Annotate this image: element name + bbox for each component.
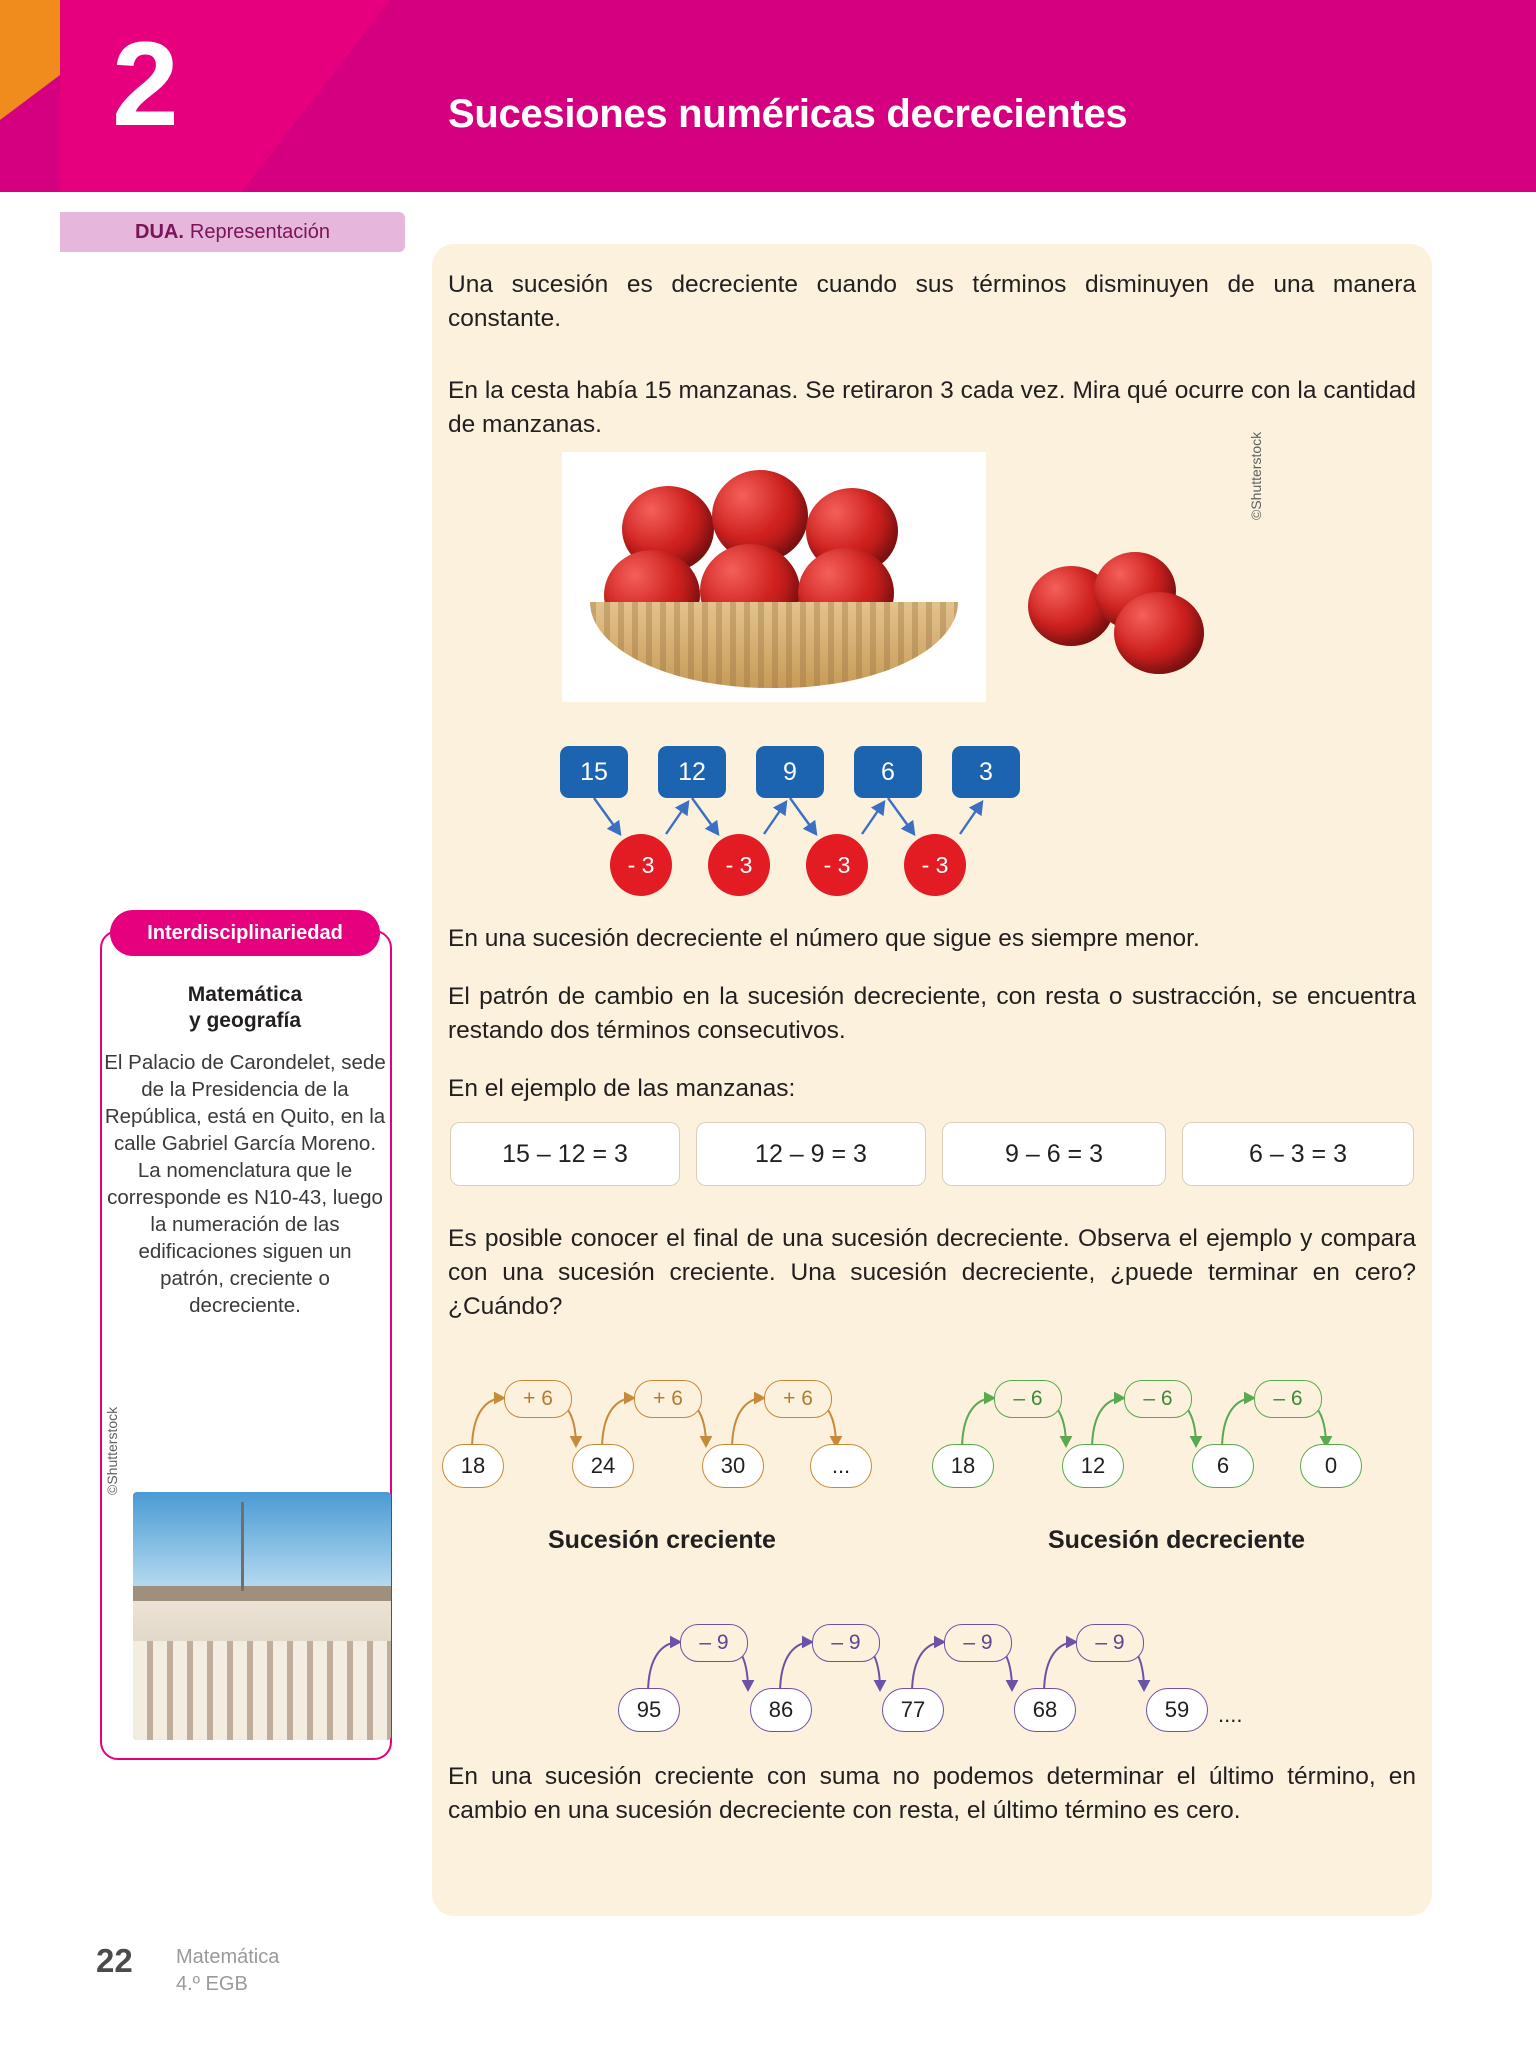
decreciente-operation: – 6 [1254,1380,1322,1418]
footer-subject-block [176,1944,279,1998]
decreciente-term: 18 [932,1444,994,1488]
serie-95-term: 86 [750,1688,812,1732]
serie-95-term: 95 [618,1688,680,1732]
sequence-operation: - 3 [806,834,868,896]
serie-95-operation: – 9 [1076,1624,1144,1662]
sequence-operation: - 3 [610,834,672,896]
decreciente-term: 12 [1062,1444,1124,1488]
basket-weave [590,602,958,688]
apple-basket-photo [562,452,986,702]
sequence-operation: - 3 [708,834,770,896]
note-paragraph-3: En el ejemplo de las manzanas: [448,1075,796,1102]
creciente-diagram [442,1358,902,1488]
apple [1114,592,1204,674]
dua-badge [60,212,405,252]
interdisciplinariedad-body: El Palacio de Carondelet, sede de la Presidencia de la República, está en Quito, en la calle Gabriel García Moreno. La nomenclatura que le corresponde es N10-43, luego la numeración de las edificaciones siguen un patrón, creciente o decreciente. [104,1050,386,1317]
equation-box: 15 – 12 = 3 [450,1122,680,1186]
closing-paragraph: En una sucesión creciente con suma no podemos determinar el último término, en cambio en una sucesión decreciente con resta, el último término es cero. [448,1763,1416,1824]
creciente-caption: Sucesión creciente [548,1526,776,1554]
interdisciplinariedad-subtitle [100,982,390,1035]
decreciente-diagram [932,1358,1412,1488]
creciente-term: 18 [442,1444,504,1488]
serie-95-term: 77 [882,1688,944,1732]
sequence-operation: - 3 [904,834,966,896]
decreciente-term: 6 [1192,1444,1254,1488]
subtitle-line-2: y geografía [188,1009,302,1033]
loose-apples-photo [1022,548,1222,678]
creciente-term: 30 [702,1444,764,1488]
creciente-term: 24 [572,1444,634,1488]
main-photo-credit: ©Shutterstock [1248,431,1264,520]
decreciente-operation: – 6 [1124,1380,1192,1418]
creciente-operation: + 6 [504,1380,572,1418]
serie-95-operation: – 9 [680,1624,748,1662]
basket-intro-paragraph: En la cesta había 15 manzanas. Se retiraron 3 cada vez. Mira qué ocurre con la cantidad de manzanas. [448,377,1416,438]
photo-columns [133,1641,391,1740]
decreciente-operation: – 6 [994,1380,1062,1418]
equation-box: 12 – 9 = 3 [696,1122,926,1186]
page-title: Sucesiones numéricas decrecientes [448,92,1128,136]
sequence-term: 6 [854,746,922,798]
dua-value: Representación [189,220,330,243]
equation-box: 6 – 3 = 3 [1182,1122,1414,1186]
decreciente-caption: Sucesión decreciente [1048,1526,1306,1554]
footer-level: 4.º EGB [176,1973,248,1995]
creciente-operation: + 6 [764,1380,832,1418]
sequence-term: 3 [952,746,1020,798]
serie-95-term: 68 [1014,1688,1076,1732]
sequence-term: 15 [560,746,628,798]
photo-roofline [133,1586,391,1601]
creciente-term-ellipsis: ... [810,1444,872,1488]
serie-95-ellipsis: .... [1218,1702,1243,1727]
equations-row [450,1122,1414,1184]
dua-label: DUA. [135,220,184,243]
intro-paragraph: Una sucesión es decreciente cuando sus términos disminuyen de una manera constante. [448,271,1416,332]
serie-95-diagram [618,1602,1243,1732]
sidebar-photo-credit: ©Shutterstock [104,1406,120,1495]
interdisciplinariedad-panel [100,910,390,1319]
subtitle-line-1: Matemática [187,983,303,1006]
creciente-operation: + 6 [634,1380,702,1418]
note-paragraph-4: Es posible conocer el final de una sucesión decreciente. Observa el ejemplo y compara con una sucesión creciente. Una sucesión decreciente, ¿puede terminar en cero? ¿Cuándo? [448,1225,1416,1320]
equation-box: 9 – 6 = 3 [942,1122,1166,1186]
serie-95-operation: – 9 [812,1624,880,1662]
photo-flagpole [241,1502,244,1591]
serie-95-operation: – 9 [944,1624,1012,1662]
serie-95-term: 59 [1146,1688,1208,1732]
apple-sequence-diagram [560,742,1200,892]
interdisciplinariedad-badge: Interdisciplinariedad [110,910,380,956]
page-number: 22 [96,1942,133,1979]
footer-subject: Matemática [176,1946,280,1968]
sequence-term: 12 [658,746,726,798]
photo-sky [133,1492,391,1596]
chapter-number: 2 [112,17,177,151]
sequence-term: 9 [756,746,824,798]
palacio-carondelet-photo [133,1492,391,1740]
note-paragraph-1: En una sucesión decreciente el número que sigue es siempre menor. [448,925,1200,952]
note-paragraph-2: El patrón de cambio en la sucesión decreciente, con resta o sustracción, se encuentra restando dos términos consecutivos. [448,983,1416,1044]
decreciente-term: 0 [1300,1444,1362,1488]
